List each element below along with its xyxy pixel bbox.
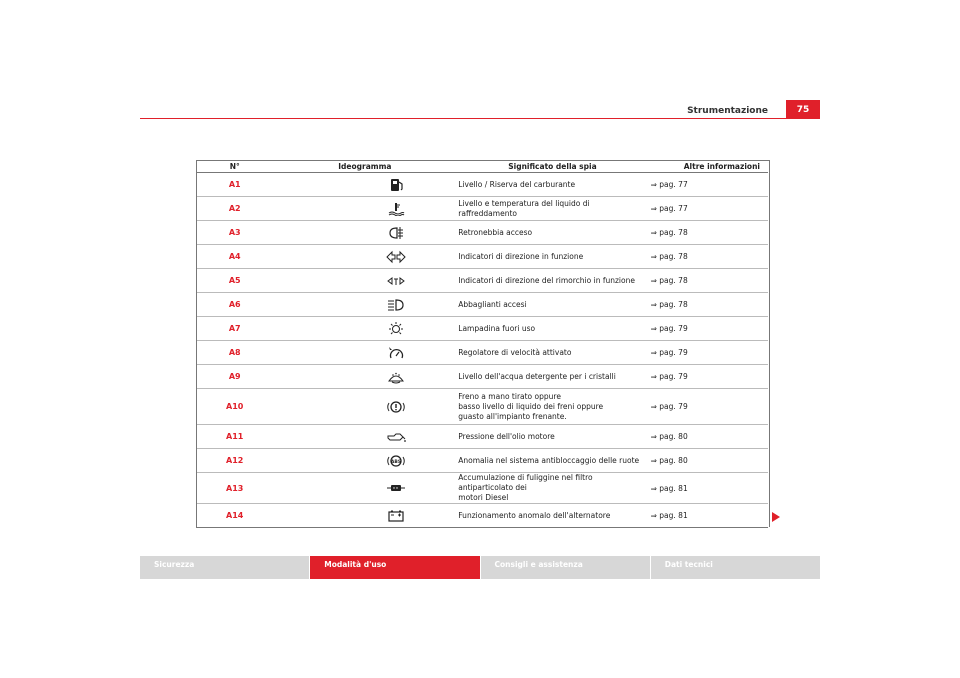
table-row [196, 197, 768, 221]
page-reference-link[interactable]: ⇒ pag. 79 [649, 317, 768, 341]
meaning-cell [456, 473, 648, 504]
row-number: A9 [228, 372, 241, 381]
oil-pressure-icon [386, 430, 406, 444]
meaning-line: Accumulazione di fuliggine nel filtro antiparticolato dei [458, 473, 593, 492]
section-title: Strumentazione [687, 106, 768, 116]
row-number: A6 [228, 300, 241, 309]
page-reference-link[interactable]: ⇒ pag. 81 [649, 473, 768, 504]
row-number: A4 [228, 252, 241, 261]
svg-text:ABS: ABS [390, 459, 401, 465]
row-number: A5 [228, 276, 241, 285]
cruise-control-icon [386, 346, 406, 360]
trailer-turn-signal-icon [386, 274, 406, 288]
meaning-line: motori Diesel [458, 493, 509, 502]
continue-arrow-icon [772, 512, 780, 522]
footer-tab-modalita-uso[interactable]: Modalità d'uso [310, 556, 479, 579]
table-header-row [196, 160, 768, 173]
high-beam-icon [386, 298, 406, 312]
row-number: A14 [226, 511, 244, 520]
page-reference-link[interactable]: ⇒ pag. 81 [649, 504, 768, 528]
table-row [196, 365, 768, 389]
turn-signal-icon [386, 250, 406, 264]
meaning-line: basso livello di liquido dei freni oppure [458, 401, 604, 411]
table-row [196, 173, 768, 197]
footer-tab-dati-tecnici[interactable]: Dati tecnici [651, 556, 820, 579]
coolant-temp-icon [386, 202, 406, 216]
footer-tab-sicurezza[interactable]: Sicurezza [140, 556, 309, 579]
meaning-cell: Retronebbia acceso [456, 221, 648, 245]
page-reference-link[interactable]: ⇒ pag. 77 [649, 173, 768, 197]
col-header-info: Altre informazioni [649, 160, 768, 173]
row-number: A3 [228, 228, 241, 237]
warning-lights-table [196, 160, 768, 528]
fuel-pump-icon [386, 178, 406, 192]
col-header-icon: Ideogramma [273, 160, 456, 173]
brake-warning-icon [386, 400, 406, 414]
row-number: A11 [226, 432, 244, 441]
page-reference-link[interactable]: ⇒ pag. 78 [649, 293, 768, 317]
row-number: A2 [228, 204, 241, 213]
row-number: A1 [228, 180, 241, 189]
table-row [196, 293, 768, 317]
washer-fluid-icon [386, 370, 406, 384]
footer-nav [140, 556, 820, 579]
header-rule [140, 118, 820, 119]
rear-fog-light-icon [386, 226, 406, 240]
row-number: A8 [228, 348, 241, 357]
page-reference-link[interactable]: ⇒ pag. 79 [649, 389, 768, 425]
table-row [196, 221, 768, 245]
table-row [196, 269, 768, 293]
row-number: A7 [228, 324, 241, 333]
meaning-cell: Pressione dell'olio motore [456, 425, 648, 449]
meaning-line: Freno a mano tirato oppure [458, 391, 561, 401]
table-row [196, 449, 768, 473]
meaning-line: guasto all'impianto frenante. [458, 411, 567, 421]
table-row [196, 425, 768, 449]
meaning-cell: Livello dell'acqua detergente per i cristalli [456, 365, 648, 389]
meaning-cell: Anomalia nel sistema antibloccaggio delle ruote [456, 449, 648, 473]
page-reference-link[interactable]: ⇒ pag. 79 [649, 341, 768, 365]
battery-alternator-icon [386, 509, 406, 523]
page-number: 75 [786, 100, 820, 119]
diesel-particulate-filter-icon [386, 481, 406, 495]
table-row [196, 473, 768, 504]
meaning-cell: Livello e temperatura del liquido di raffreddamento [456, 197, 648, 221]
table-row [196, 341, 768, 365]
page-reference-link[interactable]: ⇒ pag. 79 [649, 365, 768, 389]
meaning-cell: Indicatori di direzione del rimorchio in funzione [456, 269, 648, 293]
row-number: A10 [226, 402, 244, 411]
page-reference-link[interactable]: ⇒ pag. 80 [649, 425, 768, 449]
page-reference-link[interactable]: ⇒ pag. 77 [649, 197, 768, 221]
row-number: A12 [226, 456, 244, 465]
col-header-number: N° [196, 160, 273, 173]
page-reference-link[interactable]: ⇒ pag. 78 [649, 269, 768, 293]
col-header-meaning: Significato della spia [456, 160, 648, 173]
row-number: A13 [226, 483, 244, 493]
table-row [196, 245, 768, 269]
page-reference-link[interactable]: ⇒ pag. 78 [649, 221, 768, 245]
meaning-cell [456, 389, 648, 425]
meaning-cell: Funzionamento anomalo dell'alternatore [456, 504, 648, 528]
meaning-cell: Indicatori di direzione in funzione [456, 245, 648, 269]
table-row [196, 389, 768, 425]
meaning-cell: Regolatore di velocità attivato [456, 341, 648, 365]
abs-icon [386, 454, 406, 468]
table-row [196, 317, 768, 341]
page-reference-link[interactable]: ⇒ pag. 80 [649, 449, 768, 473]
bulb-failure-icon [386, 322, 406, 336]
meaning-cell: Lampadina fuori uso [456, 317, 648, 341]
page-reference-link[interactable]: ⇒ pag. 78 [649, 245, 768, 269]
meaning-cell: Abbaglianti accesi [456, 293, 648, 317]
footer-tab-consigli[interactable]: Consigli e assistenza [481, 556, 650, 579]
table-row [196, 504, 768, 528]
meaning-cell: Livello / Riserva del carburante [456, 173, 648, 197]
